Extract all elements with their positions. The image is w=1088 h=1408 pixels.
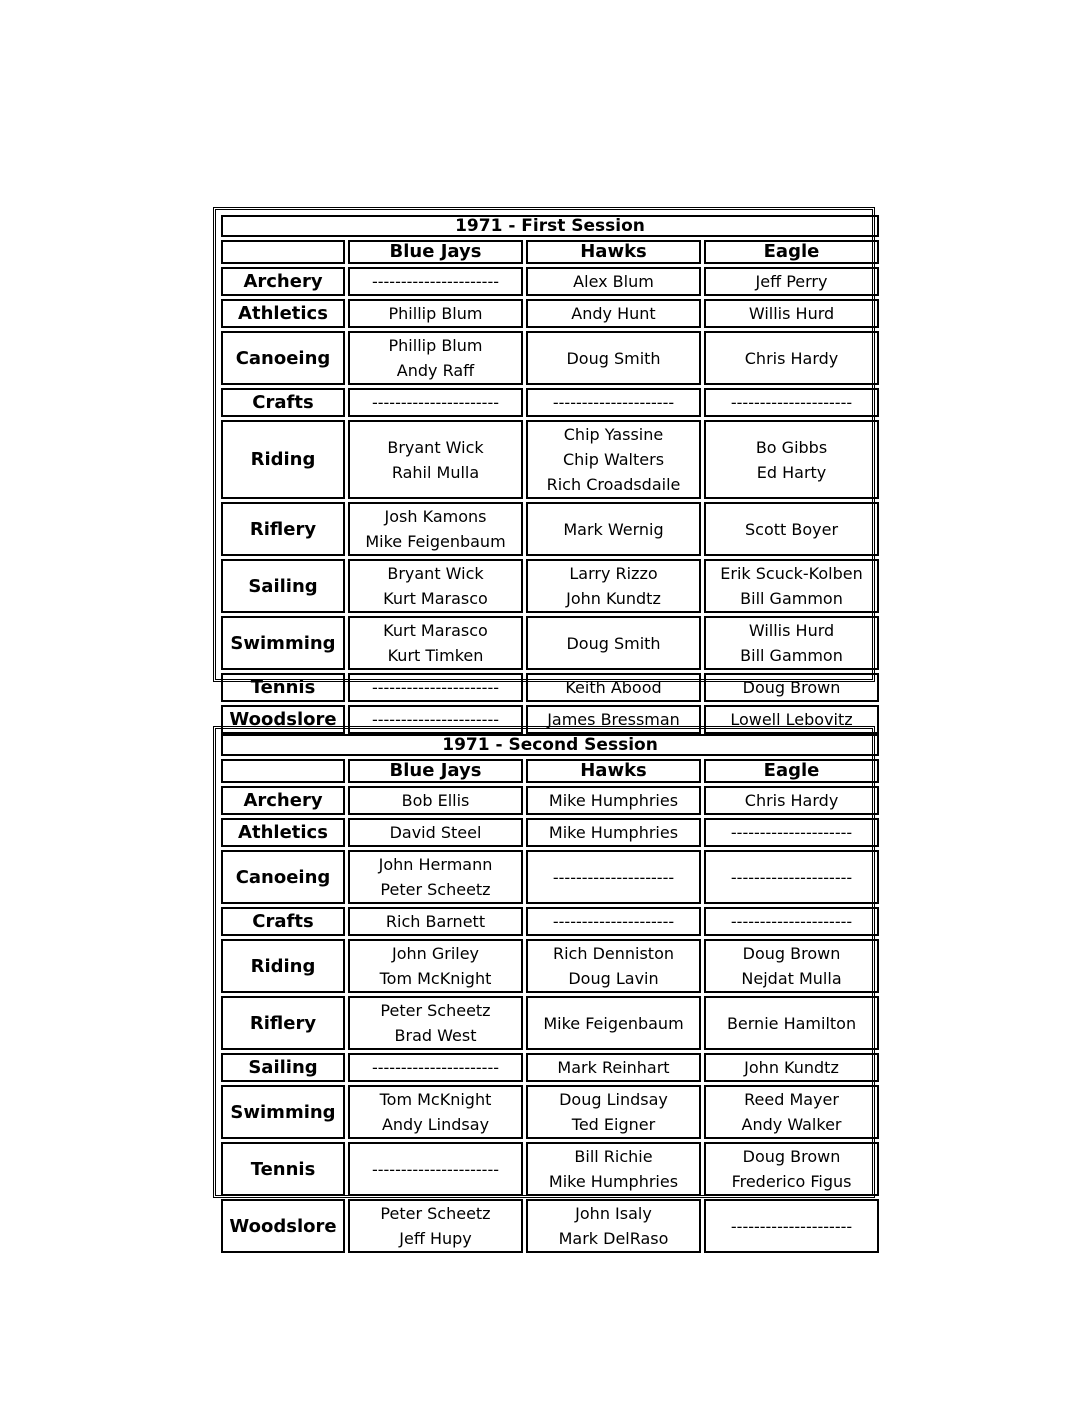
camper-name: Bill Gammon xyxy=(740,589,843,608)
camper-name: Kurt Marasco xyxy=(383,621,488,640)
camper-name: Doug Smith xyxy=(566,348,661,368)
assignment-cell-blue-jays xyxy=(348,907,523,936)
camper-name: Alex Blum xyxy=(573,272,654,291)
camper-name: Mike Feigenbaum xyxy=(365,532,506,551)
camper-name: Mike Humphries xyxy=(548,791,679,810)
assignment-cell-eagle xyxy=(704,907,879,936)
camper-name: Tom McKnight xyxy=(379,1090,492,1109)
activity-label: Archery xyxy=(221,267,345,296)
activity-row-athletics xyxy=(221,299,879,328)
assignment-cell-eagle xyxy=(704,818,879,847)
activity-row-swimming xyxy=(221,1085,879,1139)
activity-row-crafts xyxy=(221,907,879,936)
activity-label: Tennis xyxy=(221,673,345,702)
assignment-cell-eagle xyxy=(704,559,879,613)
camper-name: Doug Brown xyxy=(742,944,841,963)
assignment-cell-eagle xyxy=(704,267,879,296)
camper-name: Tom McKnight xyxy=(379,969,492,988)
assignment-cell-blue-jays xyxy=(348,502,523,556)
first-session-table xyxy=(213,207,875,730)
assignment-cell-eagle xyxy=(704,1199,879,1253)
activity-row-riding xyxy=(221,420,879,499)
activity-row-tennis xyxy=(221,673,879,702)
assignment-cell-hawks xyxy=(526,673,701,702)
camper-name: Rich Barnett xyxy=(385,912,486,931)
camper-name: Jeff Perry xyxy=(755,272,828,291)
camper-name: Andy Lindsay xyxy=(381,1115,490,1134)
assignment-cell-eagle xyxy=(704,420,879,499)
activity-row-riflery xyxy=(221,502,879,556)
assignment-cell-hawks xyxy=(526,939,701,993)
camper-name: Mark Reinhart xyxy=(557,1058,670,1077)
camper-name: Kurt Timken xyxy=(387,646,484,665)
assignment-cell-eagle xyxy=(704,1142,879,1196)
assignment-cell-blue-jays xyxy=(348,559,523,613)
camper-name: Mike Humphries xyxy=(548,1172,679,1191)
camper-name: Chris Hardy xyxy=(744,348,839,368)
assignment-cell-blue-jays xyxy=(348,299,523,328)
camper-name: Chip Walters xyxy=(562,450,665,469)
assignment-cell-hawks xyxy=(526,559,701,613)
activity-row-archery xyxy=(221,786,879,815)
camper-name: David Steel xyxy=(389,823,482,842)
session-grid xyxy=(218,212,882,737)
assignment-cell-eagle xyxy=(704,673,879,702)
assignment-cell-hawks xyxy=(526,786,701,815)
camper-name: Lowell Lebovitz xyxy=(730,710,853,729)
assignment-cell-eagle xyxy=(704,939,879,993)
camper-name: Willis Hurd xyxy=(748,621,835,640)
assignment-cell-blue-jays xyxy=(348,786,523,815)
assignment-cell-blue-jays xyxy=(348,996,523,1050)
assignment-cell-hawks xyxy=(526,907,701,936)
camper-name: ---------------------- xyxy=(371,710,499,729)
activity-label: Canoeing xyxy=(221,331,345,385)
camper-name: Kurt Marasco xyxy=(383,589,488,608)
assignment-cell-hawks xyxy=(526,388,701,417)
activity-label: Riflery xyxy=(221,996,345,1050)
camper-name: Doug Lindsay xyxy=(559,1090,668,1109)
activity-row-riding xyxy=(221,939,879,993)
camper-name: ---------------------- xyxy=(371,1058,499,1077)
team-header-hawks: Hawks xyxy=(526,240,701,264)
camper-name: Bill Richie xyxy=(574,1147,653,1166)
camper-name: --------------------- xyxy=(730,867,853,887)
assignment-cell-blue-jays xyxy=(348,420,523,499)
team-header-blue-jays: Blue Jays xyxy=(348,759,523,783)
assignment-cell-blue-jays xyxy=(348,388,523,417)
assignment-cell-hawks xyxy=(526,996,701,1050)
team-header-blue-jays: Blue Jays xyxy=(348,240,523,264)
camper-name: Phillip Blum xyxy=(388,304,483,323)
activity-label: Canoeing xyxy=(221,850,345,904)
assignment-cell-hawks xyxy=(526,420,701,499)
camper-name: Rich Croadsdaile xyxy=(546,475,681,494)
camper-name: Scott Boyer xyxy=(744,519,839,539)
camper-name: --------------------- xyxy=(552,867,675,887)
assignment-cell-blue-jays xyxy=(348,1199,523,1253)
assignment-cell-blue-jays xyxy=(348,267,523,296)
camper-name: ---------------------- xyxy=(371,1159,499,1179)
activity-label: Sailing xyxy=(221,559,345,613)
camper-name: Keith Abood xyxy=(565,678,662,697)
activity-label: Sailing xyxy=(221,1053,345,1082)
camper-name: ---------------------- xyxy=(371,272,499,291)
activity-label: Swimming xyxy=(221,1085,345,1139)
camper-name: Rahil Mulla xyxy=(391,462,480,482)
assignment-cell-eagle xyxy=(704,331,879,385)
assignment-cell-hawks xyxy=(526,616,701,670)
assignment-cell-hawks xyxy=(526,818,701,847)
camper-name: Ed Harty xyxy=(756,462,827,482)
camper-name: --------------------- xyxy=(552,912,675,931)
assignment-cell-blue-jays xyxy=(348,331,523,385)
assignment-cell-eagle xyxy=(704,502,879,556)
camper-name: Nejdat Mulla xyxy=(741,969,842,988)
activity-row-athletics xyxy=(221,818,879,847)
camper-name: Andy Walker xyxy=(741,1115,842,1134)
camper-name: James Bressman xyxy=(547,710,680,729)
camper-name: Josh Kamons xyxy=(384,507,487,526)
assignment-cell-hawks xyxy=(526,1053,701,1082)
camper-name: Peter Scheetz xyxy=(380,1001,491,1020)
camper-name: Bernie Hamilton xyxy=(726,1013,857,1033)
camper-name: Rich Denniston xyxy=(552,944,674,963)
assignment-cell-eagle xyxy=(704,996,879,1050)
camper-name: Bryant Wick xyxy=(387,437,484,457)
camper-name: Bryant Wick xyxy=(387,564,484,583)
camper-name: Chris Hardy xyxy=(744,791,839,810)
camper-name: Peter Scheetz xyxy=(380,880,491,899)
header-empty-cell xyxy=(221,240,345,264)
second-session-table xyxy=(213,726,875,1248)
activity-label: Woodslore xyxy=(221,1199,345,1253)
assignment-cell-hawks xyxy=(526,331,701,385)
assignment-cell-blue-jays xyxy=(348,1085,523,1139)
assignment-cell-hawks xyxy=(526,1085,701,1139)
camper-name: John Hermann xyxy=(378,855,493,874)
activity-label: Riding xyxy=(221,939,345,993)
camper-name: Mike Feigenbaum xyxy=(543,1013,684,1033)
assignment-cell-eagle xyxy=(704,786,879,815)
camper-name: John Isaly xyxy=(575,1204,652,1223)
assignment-cell-hawks xyxy=(526,1142,701,1196)
team-header-eagle: Eagle xyxy=(704,240,879,264)
camper-name: Andy Raff xyxy=(396,361,475,380)
camper-name: Brad West xyxy=(394,1026,477,1045)
activity-label: Riflery xyxy=(221,502,345,556)
activity-row-crafts xyxy=(221,388,879,417)
activity-row-tennis xyxy=(221,1142,879,1196)
camper-name: John Kundtz xyxy=(566,589,661,608)
assignment-cell-blue-jays xyxy=(348,616,523,670)
camper-name: Doug Smith xyxy=(566,633,661,653)
team-header-eagle: Eagle xyxy=(704,759,879,783)
activity-label: Swimming xyxy=(221,616,345,670)
assignment-cell-hawks xyxy=(526,850,701,904)
activity-label: Athletics xyxy=(221,818,345,847)
session-grid xyxy=(218,731,882,1256)
camper-name: Andy Hunt xyxy=(571,304,656,323)
activity-label: Woodslore xyxy=(221,705,345,734)
team-header-hawks: Hawks xyxy=(526,759,701,783)
camper-name: --------------------- xyxy=(730,912,853,931)
camper-name: Doug Brown xyxy=(742,1147,841,1166)
header-empty-cell xyxy=(221,759,345,783)
assignment-cell-eagle xyxy=(704,616,879,670)
assignment-cell-blue-jays xyxy=(348,673,523,702)
activity-label: Crafts xyxy=(221,907,345,936)
activity-row-archery xyxy=(221,267,879,296)
camper-name: Mike Humphries xyxy=(548,823,679,842)
activity-label: Athletics xyxy=(221,299,345,328)
activity-row-sailing xyxy=(221,559,879,613)
assignment-cell-blue-jays xyxy=(348,1053,523,1082)
activity-label: Riding xyxy=(221,420,345,499)
assignment-cell-blue-jays xyxy=(348,850,523,904)
camper-name: Willis Hurd xyxy=(748,304,835,323)
camper-name: --------------------- xyxy=(730,1216,853,1236)
activity-row-canoeing xyxy=(221,850,879,904)
camper-name: Mark Wernig xyxy=(563,519,664,539)
assignment-cell-blue-jays xyxy=(348,818,523,847)
camper-name: Bill Gammon xyxy=(740,646,843,665)
activity-label: Crafts xyxy=(221,388,345,417)
assignment-cell-hawks xyxy=(526,267,701,296)
assignment-cell-hawks xyxy=(526,299,701,328)
camper-name: Frederico Figus xyxy=(731,1172,852,1191)
camper-name: --------------------- xyxy=(552,393,675,412)
assignment-cell-blue-jays xyxy=(348,1142,523,1196)
camper-name: Ted Eigner xyxy=(571,1115,656,1134)
activity-row-sailing xyxy=(221,1053,879,1082)
assignment-cell-eagle xyxy=(704,1085,879,1139)
camper-name: ---------------------- xyxy=(371,393,499,412)
assignment-cell-hawks xyxy=(526,1199,701,1253)
camper-name: Peter Scheetz xyxy=(380,1204,491,1223)
session-title: 1971 - Second Session xyxy=(221,734,879,756)
camper-name: Reed Mayer xyxy=(744,1090,839,1109)
camper-name: Doug Brown xyxy=(742,678,841,697)
activity-row-riflery xyxy=(221,996,879,1050)
camper-name: Chip Yassine xyxy=(563,425,664,444)
camper-name: Doug Lavin xyxy=(568,969,659,988)
camper-name: John Griley xyxy=(391,944,480,963)
assignment-cell-blue-jays xyxy=(348,939,523,993)
camper-name: Larry Rizzo xyxy=(569,564,658,583)
camper-name: John Kundtz xyxy=(744,1058,839,1077)
assignment-cell-eagle xyxy=(704,299,879,328)
activity-label: Archery xyxy=(221,786,345,815)
camper-name: --------------------- xyxy=(730,393,853,412)
session-title: 1971 - First Session xyxy=(221,215,879,237)
camper-name: --------------------- xyxy=(730,823,853,842)
activity-row-canoeing xyxy=(221,331,879,385)
camper-name: Phillip Blum xyxy=(388,336,483,355)
assignment-cell-hawks xyxy=(526,502,701,556)
camper-name: ---------------------- xyxy=(371,678,499,697)
camper-name: Bo Gibbs xyxy=(755,437,828,457)
camper-name: Erik Scuck-Kolben xyxy=(720,564,863,583)
camper-name: Mark DelRaso xyxy=(558,1229,669,1248)
activity-label: Tennis xyxy=(221,1142,345,1196)
assignment-cell-eagle xyxy=(704,388,879,417)
assignment-cell-eagle xyxy=(704,1053,879,1082)
camper-name: Jeff Hupy xyxy=(399,1229,472,1248)
activity-row-swimming xyxy=(221,616,879,670)
assignment-cell-eagle xyxy=(704,850,879,904)
camper-name: Bob Ellis xyxy=(401,791,470,810)
activity-row-woodslore xyxy=(221,1199,879,1253)
